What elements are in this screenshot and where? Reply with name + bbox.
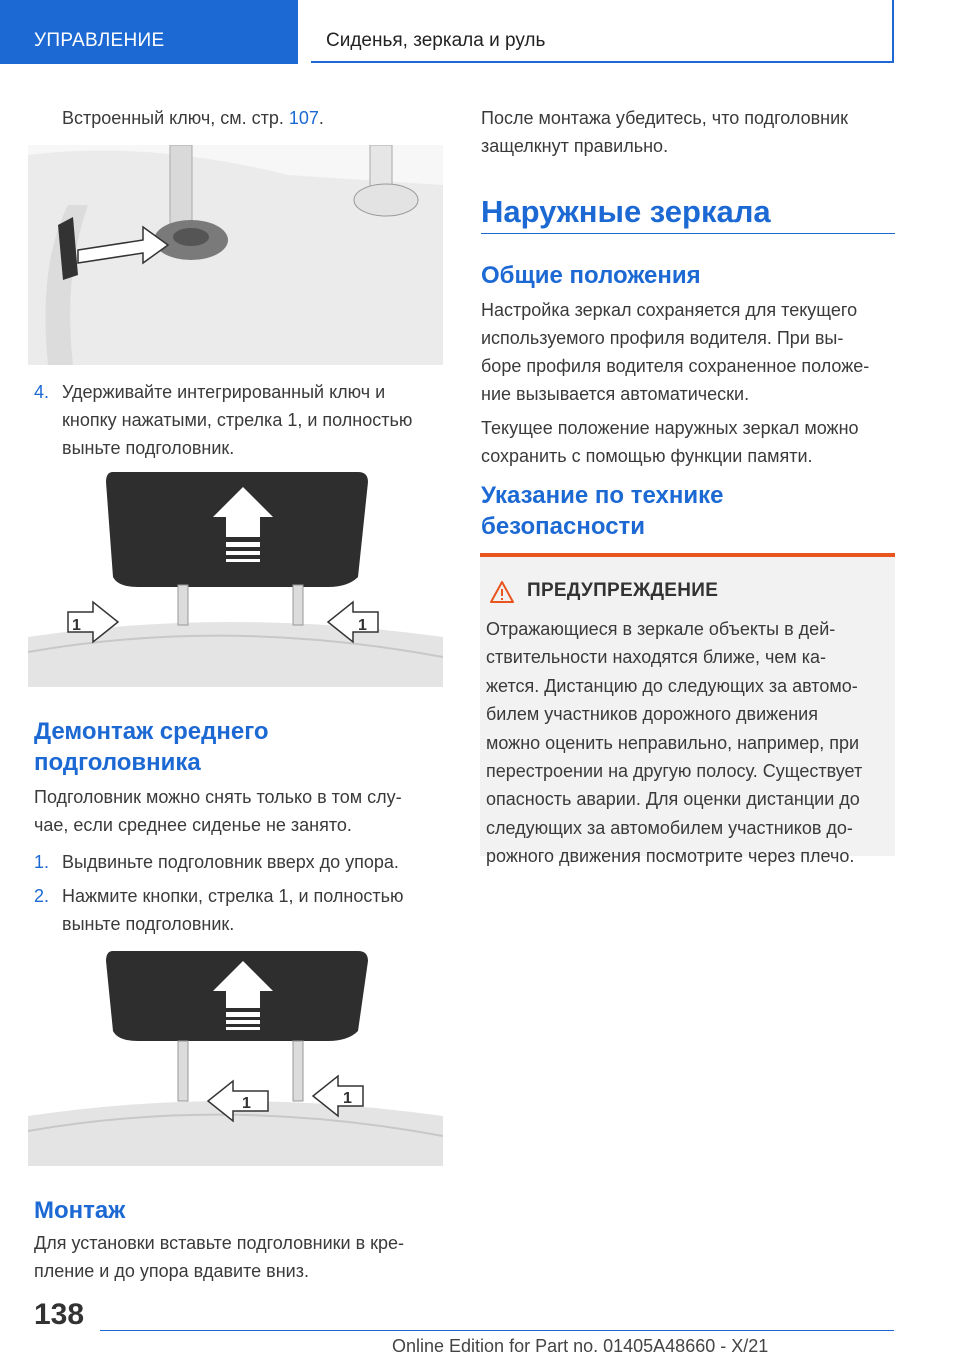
svg-text:1: 1 <box>358 617 367 634</box>
headrest-illustration-svg <box>28 467 443 687</box>
section-text: Подголовник можно снять только в том слу- чае, если среднее сиденье не занято. <box>34 787 402 835</box>
key-illustration-svg <box>28 145 443 365</box>
step-line: Выдвиньте подголовник вверх до упора. <box>62 852 399 872</box>
page-link[interactable]: 107 <box>288 108 319 128</box>
header-section-tab <box>0 0 298 64</box>
chapter-title: Наружные зеркала <box>481 194 771 229</box>
step-line: Удерживайте интегрированный ключ и <box>62 382 386 402</box>
headrest-buttons-svg <box>28 946 443 1166</box>
section-mounting <box>34 1195 444 1285</box>
section-text: Для установки вставьте подголовники в кре- пление и до упора вдавите вниз. <box>34 1233 405 1281</box>
step-1 <box>28 848 443 876</box>
step-4 <box>28 378 438 462</box>
chapter-divider <box>481 233 895 234</box>
header-section-label: УПРАВЛЕНИЕ <box>34 30 165 51</box>
general-text: Настройка зеркал сохраняется для текущего используемого профиля водителя. При вы- боре профиля водителя сохраненное положе- ние вызывается автоматически. Текущее положение наружных зеркал можно сохранить с помощью функции памяти. <box>481 300 870 466</box>
step-number: 4. <box>34 382 50 402</box>
header-chapter-box <box>311 0 894 63</box>
step-number: 1. <box>34 852 50 872</box>
safety-title: Указание по технике безопасности <box>481 482 724 540</box>
svg-text:1: 1 <box>343 1090 352 1107</box>
section-title: Монтаж <box>34 1197 126 1224</box>
intro-line <box>62 104 324 132</box>
after-mount-text: После монтажа убедитесь, что подголовник защелкнут правильно. <box>481 108 849 156</box>
svg-text:1: 1 <box>72 617 81 634</box>
intro-end: . <box>318 108 324 128</box>
intro-text: Встроенный ключ, см. стр. <box>62 108 289 128</box>
warning-title: ПРЕДУПРЕЖДЕНИЕ <box>527 580 719 601</box>
warning-triangle-icon <box>490 581 514 603</box>
step-line: Нажмите кнопки, стрелка 1, и полностью <box>62 886 404 906</box>
section-title: Демонтаж среднего подголовника <box>34 718 269 776</box>
page-number: 138 <box>34 1298 85 1331</box>
warning-box <box>480 553 895 867</box>
step-2 <box>28 882 443 938</box>
footer-divider <box>100 1330 894 1331</box>
illustration-headrest-removal <box>28 467 443 687</box>
section-remove-middle-headrest <box>34 716 444 839</box>
svg-text:1: 1 <box>242 1095 251 1112</box>
illustration-headrest-buttons <box>28 946 443 1166</box>
header-chapter-label: Сиденья, зеркала и руль <box>326 30 546 51</box>
section-title: Общие положения <box>481 262 701 289</box>
step-line: кнопку нажатыми, стрелка 1, и полностью <box>62 410 413 430</box>
steps-list <box>28 848 443 938</box>
step-line: выньте подголовник. <box>62 914 235 934</box>
warning-text: Отражающиеся в зеркале объекты в дей- ствительности находятся ближе, чем ка- жется. Дистанцию до следующих за автомо- билем участников дорожного движения можно оценить неправильно, например, при перестроении на другую полосу. Существует опасность аварии. Для оценки дистанции до следующих за автомобилем участников до- рожного движения посмотрите через плечо. <box>486 619 863 867</box>
footer-edition: Online Edition for Part no. 01405A48660 - X/21 <box>392 1336 769 1356</box>
step-number: 2. <box>34 886 50 906</box>
step-line: выньте подголовник. <box>62 438 235 458</box>
illustration-integrated-key <box>28 145 443 365</box>
